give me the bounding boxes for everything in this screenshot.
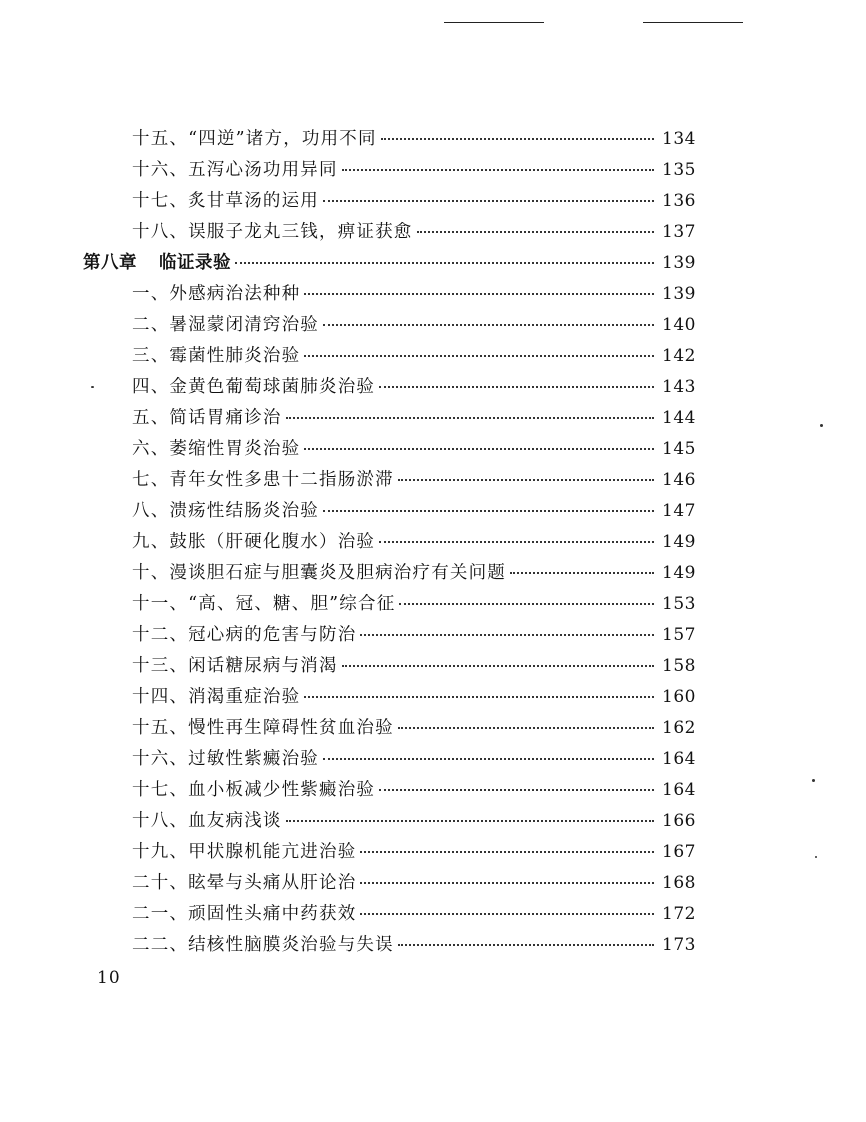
toc-entry-page: 164 [662, 780, 696, 800]
toc-entry[interactable] [0, 463, 866, 494]
scan-speck [820, 424, 823, 427]
header-rule-left [444, 22, 544, 23]
chapter-title: 临证录验 [159, 253, 231, 273]
toc-entry-page: 142 [662, 346, 696, 366]
header-rule-right [643, 22, 743, 23]
toc-entry-page: 134 [662, 129, 696, 149]
dot-leader [360, 630, 654, 636]
toc-entry-page: 140 [662, 315, 696, 335]
dot-leader [398, 475, 654, 481]
toc-entry[interactable] [0, 277, 866, 308]
toc-entry[interactable] [0, 308, 866, 339]
dot-leader [399, 599, 654, 605]
toc-entry[interactable] [0, 432, 866, 463]
toc-entry[interactable] [0, 587, 866, 618]
toc-entry[interactable] [0, 153, 866, 184]
dot-leader [323, 506, 654, 512]
dot-leader [398, 940, 654, 946]
dot-leader [379, 785, 654, 791]
dot-leader [235, 258, 654, 264]
toc-entry-page: 144 [662, 408, 696, 428]
toc-entry-title: 九、鼓胀（肝硬化腹水）治验 [132, 532, 376, 552]
toc-entry[interactable] [0, 928, 866, 959]
toc-entry-page: 137 [662, 222, 696, 242]
toc-entry[interactable] [0, 184, 866, 215]
dot-leader [323, 196, 654, 202]
toc-entry[interactable] [0, 618, 866, 649]
toc-entry-title: 三、霉菌性肺炎治验 [132, 346, 301, 366]
toc-entry-title: 七、青年女性多患十二指肠淤滞 [132, 470, 394, 490]
toc-entry[interactable] [0, 122, 866, 153]
toc-entry-title: 十五、“四逆”诸方，功用不同 [132, 129, 377, 149]
toc-entry-title: 十二、冠心病的危害与防治 [132, 625, 357, 645]
toc-entry-title: 十八、误服子龙丸三钱，痹证获愈 [132, 222, 413, 242]
toc-entry[interactable] [0, 339, 866, 370]
toc-entry-page: 166 [662, 811, 696, 831]
toc-entry-title: 十一、“高、冠、糖、胆”综合征 [132, 594, 396, 614]
toc-entry-page: 147 [662, 501, 696, 521]
toc-entry[interactable] [0, 711, 866, 742]
toc-entry[interactable] [0, 556, 866, 587]
toc-entry-page: 135 [662, 160, 696, 180]
toc-entry-title: 十七、血小板减少性紫癜治验 [132, 780, 376, 800]
dot-leader [379, 537, 654, 543]
toc-entry-title: 二十、眩晕与头痛从肝论治 [132, 873, 357, 893]
dot-leader [323, 754, 654, 760]
toc-entry-page: 149 [662, 563, 696, 583]
toc-entry-page: 167 [662, 842, 696, 862]
toc-entry-title: 十四、消渴重症治验 [132, 687, 301, 707]
toc-entry-page: 145 [662, 439, 696, 459]
toc-entry-title: 二、暑湿蒙闭清窍治验 [132, 315, 319, 335]
dot-leader [360, 847, 654, 853]
dot-leader [323, 320, 654, 326]
scan-speck [91, 386, 94, 388]
dot-leader [360, 878, 654, 884]
toc-entry-title: 八、溃疡性结肠炎治验 [132, 501, 319, 521]
toc-entry[interactable] [0, 649, 866, 680]
toc-entry-title: 十八、血友病浅谈 [132, 811, 282, 831]
toc-entry-page: 139 [662, 284, 696, 304]
toc-entry-page: 149 [662, 532, 696, 552]
chapter-label: 第八章 [83, 253, 137, 273]
toc-entry-title: 十六、过敏性紫癜治验 [132, 749, 319, 769]
toc-entry[interactable] [0, 742, 866, 773]
toc-entry-title: 二二、结核性脑膜炎治验与失误 [132, 935, 394, 955]
toc-entry-page: 153 [662, 594, 696, 614]
toc-entry[interactable] [0, 494, 866, 525]
toc-entry-page: 146 [662, 470, 696, 490]
dot-leader [398, 723, 654, 729]
toc-entry-page: 173 [662, 935, 696, 955]
toc-entry-title: 二一、顽固性头痛中药获效 [132, 904, 357, 924]
toc-entry-title: 五、简话胃痛诊治 [132, 408, 282, 428]
toc-entry[interactable] [0, 773, 866, 804]
toc-chapter-heading[interactable] [0, 246, 866, 277]
dot-leader [304, 692, 654, 698]
toc-entry[interactable] [0, 680, 866, 711]
toc-entry[interactable] [0, 370, 866, 401]
toc-entry-title: 六、萎缩性胃炎治验 [132, 439, 301, 459]
page-number: 10 [97, 968, 121, 988]
toc-entry-page: 164 [662, 749, 696, 769]
dot-leader [342, 165, 654, 171]
dot-leader [360, 909, 654, 915]
dot-leader [381, 134, 654, 140]
dot-leader [304, 289, 654, 295]
toc-entry-page: 158 [662, 656, 696, 676]
toc-entry-title: 四、金黄色葡萄球菌肺炎治验 [132, 377, 376, 397]
toc-entry-title: 十、漫谈胆石症与胆囊炎及胆病治疗有关问题 [132, 563, 506, 583]
toc-entry[interactable] [0, 401, 866, 432]
toc-entry-title: 十五、慢性再生障碍性贫血治验 [132, 718, 394, 738]
dot-leader [379, 382, 654, 388]
toc-entry-title: 十九、甲状腺机能亢进治验 [132, 842, 357, 862]
toc-entry-title: 十三、闲话糖尿病与消渴 [132, 656, 338, 676]
toc-entry[interactable] [0, 215, 866, 246]
toc-entry[interactable] [0, 525, 866, 556]
toc-entry[interactable] [0, 804, 866, 835]
toc-entry-page: 136 [662, 191, 696, 211]
toc-entry[interactable] [0, 866, 866, 897]
scan-speck [812, 779, 815, 782]
dot-leader [304, 351, 654, 357]
toc-entry-page: 168 [662, 873, 696, 893]
toc-entry-page: 157 [662, 625, 696, 645]
toc-entry-title: 十六、五泻心汤功用异同 [132, 160, 338, 180]
dot-leader [286, 816, 654, 822]
toc-entry-page: 172 [662, 904, 696, 924]
toc-entry-page: 143 [662, 377, 696, 397]
dot-leader [286, 413, 654, 419]
toc-entry-page: 162 [662, 718, 696, 738]
toc-entry-page: 160 [662, 687, 696, 707]
toc-entry[interactable] [0, 897, 866, 928]
dot-leader [342, 661, 654, 667]
toc-entry-title: 十七、炙甘草汤的运用 [132, 191, 319, 211]
toc-entry[interactable] [0, 835, 866, 866]
scan-speck [815, 856, 817, 858]
toc-entry-page: 139 [662, 253, 696, 273]
dot-leader [417, 227, 655, 233]
dot-leader [510, 568, 654, 574]
toc-entry-title: 一、外感病治法种种 [132, 284, 301, 304]
dot-leader [304, 444, 654, 450]
